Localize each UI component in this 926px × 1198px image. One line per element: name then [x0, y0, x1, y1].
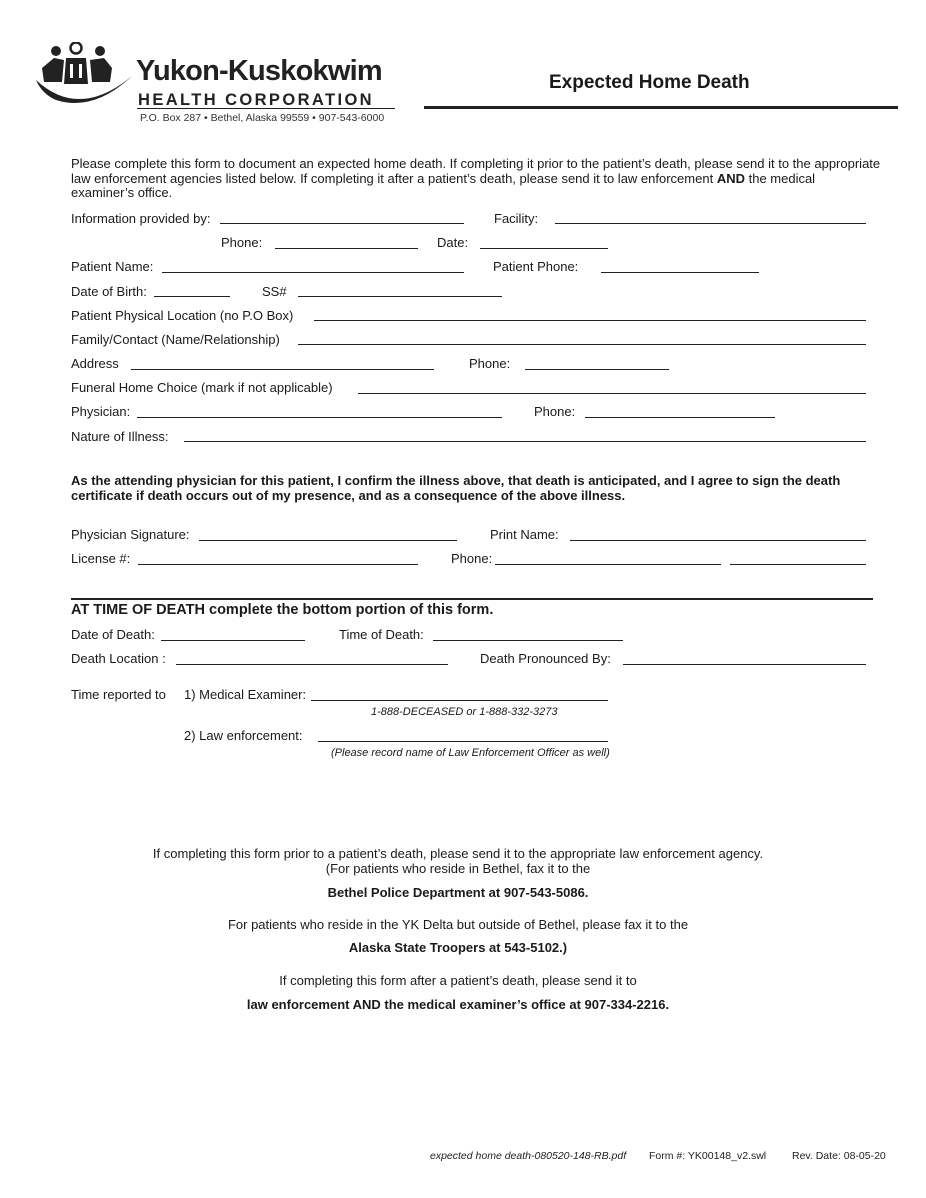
footer-form-number: Form #: YK00148_v2.swl [649, 1150, 767, 1162]
instruction-line-4: For patients who reside in the YK Delta but outside of Bethel, please fax it to the [227, 917, 689, 932]
location-label: Patient Physical Location (no P.O Box) [71, 308, 294, 323]
print-name-field[interactable] [570, 540, 866, 541]
info-date-field[interactable] [480, 248, 608, 249]
signature-phone-field[interactable] [495, 564, 721, 565]
medical-examiner-field[interactable] [311, 700, 608, 701]
signature-phone-extra-field[interactable] [730, 564, 866, 565]
pronounced-by-field[interactable] [623, 664, 866, 665]
address-label: Address [71, 356, 119, 371]
dob-field[interactable] [154, 296, 230, 297]
death-location-field[interactable] [176, 664, 448, 665]
organization-subtitle: HEALTH CORPORATION [138, 91, 374, 109]
death-date-field[interactable] [161, 640, 305, 641]
instruction-line-6: If completing this form after a patient’s death, please send it to [279, 973, 637, 988]
law-enforcement-field[interactable] [318, 741, 608, 742]
family-contact-label: Family/Contact (Name/Relationship) [71, 332, 280, 347]
patient-name-field[interactable] [162, 272, 464, 273]
physician-signature-field[interactable] [199, 540, 457, 541]
law-enforcement-note: (Please record name of Law Enforcement Officer as well) [331, 747, 610, 759]
location-field[interactable] [314, 320, 866, 321]
illness-label: Nature of Illness: [71, 429, 169, 444]
instruction-line-7: law enforcement AND the medical examiner’s office at 907-334-2216. [246, 997, 670, 1012]
illness-field[interactable] [184, 441, 866, 442]
pronounced-by-label: Death Pronounced By: [480, 651, 611, 666]
intro-paragraph: Please complete this form to document an expected home death. If completing it prior to the patient’s death, please send it to the appropriate law enforcement agencies listed below. If completing it after a patient’s death, please send it to law enforcement AND the medical examiner’s office. [71, 156, 881, 200]
footer-filename: expected home death-080520-148-RB.pdf [430, 1150, 627, 1162]
patient-phone-label: Patient Phone: [493, 259, 579, 274]
address-field[interactable] [131, 369, 434, 370]
death-location-label: Death Location : [71, 651, 166, 666]
time-reported-label: Time reported to [71, 687, 166, 702]
footer-revision-date: Rev. Date: 08-05-20 [792, 1150, 886, 1162]
patient-name-label: Patient Name: [71, 259, 154, 274]
address-phone-field[interactable] [525, 369, 669, 370]
patient-phone-field[interactable] [601, 272, 759, 273]
address-phone-label: Phone: [469, 356, 511, 371]
info-phone-label: Phone: [221, 235, 263, 250]
physician-field[interactable] [137, 417, 502, 418]
ss-field[interactable] [298, 296, 502, 297]
funeral-home-field[interactable] [358, 393, 866, 394]
death-section-heading: AT TIME OF DEATH complete the bottom portion of this form. [71, 602, 494, 618]
physician-phone-label: Phone: [534, 404, 576, 419]
instruction-line-1: If completing this form prior to a patient’s death, please send it to the appropriate law enforcement agency. [152, 846, 764, 861]
info-provided-field[interactable] [220, 223, 464, 224]
physician-signature-label: Physician Signature: [71, 527, 190, 542]
form-title: Expected Home Death [549, 72, 750, 93]
info-phone-field[interactable] [275, 248, 418, 249]
instruction-line-2: (For patients who reside in Bethel, fax it to the [325, 861, 591, 876]
organization-address: P.O. Box 287 • Bethel, Alaska 99559 • 907-543-6000 [140, 112, 385, 124]
info-provided-label: Information provided by: [71, 211, 211, 226]
medical-examiner-note: 1-888-DECEASED or 1-888-332-3273 [371, 706, 558, 718]
death-time-field[interactable] [433, 640, 623, 641]
death-date-label: Date of Death: [71, 627, 155, 642]
facility-label: Facility: [494, 211, 539, 226]
family-contact-field[interactable] [298, 344, 866, 345]
license-label: License #: [71, 551, 131, 566]
law-enforcement-label: 2) Law enforcement: [184, 728, 303, 743]
physician-phone-field[interactable] [585, 417, 775, 418]
organization-logo-icon [34, 42, 134, 114]
medical-examiner-label: 1) Medical Examiner: [184, 687, 307, 702]
ss-label: SS# [262, 284, 287, 299]
death-time-label: Time of Death: [339, 627, 424, 642]
license-field[interactable] [138, 564, 418, 565]
instruction-line-5: Alaska State Troopers at 543-5102.) [348, 940, 568, 955]
facility-field[interactable] [555, 223, 866, 224]
organization-name: Yukon-Kuskokwim [136, 55, 382, 87]
instruction-line-3: Bethel Police Department at 907-543-5086. [327, 885, 589, 900]
signature-phone-label: Phone: [451, 551, 493, 566]
funeral-home-label: Funeral Home Choice (mark if not applicable) [71, 380, 333, 395]
print-name-label: Print Name: [490, 527, 559, 542]
attestation-paragraph: As the attending physician for this patient, I confirm the illness above, that death is anticipated, and I agree to sign the death certificate if death occurs out of my presence, and as a consequence of the above illness. [71, 473, 841, 503]
dob-label: Date of Birth: [71, 284, 147, 299]
physician-label: Physician: [71, 404, 131, 419]
info-date-label: Date: [437, 235, 469, 250]
